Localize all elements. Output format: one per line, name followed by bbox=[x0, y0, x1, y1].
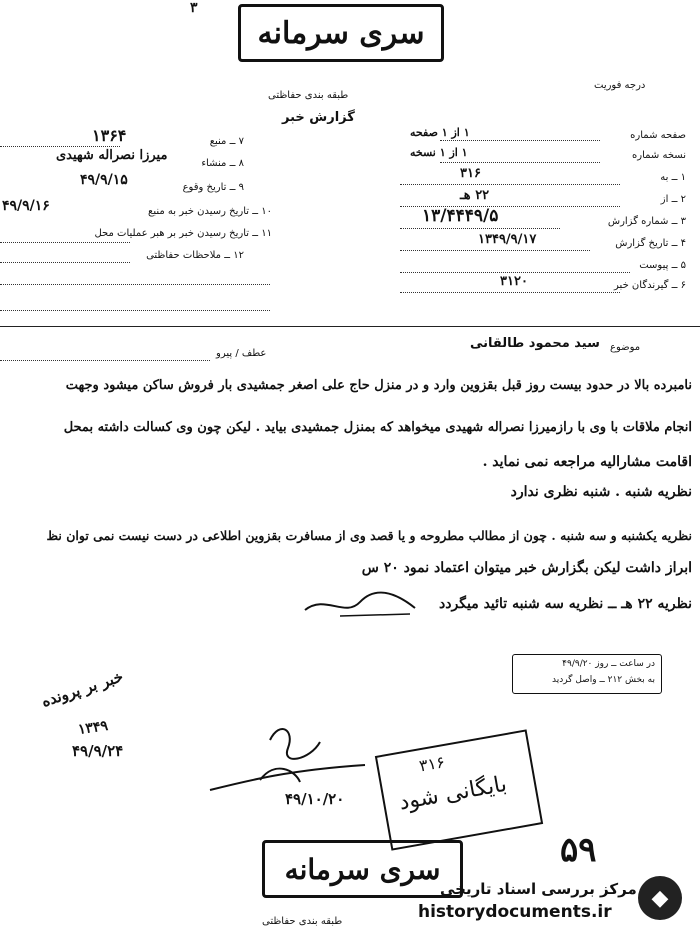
dotted-line bbox=[0, 242, 130, 243]
header-separator bbox=[0, 326, 700, 327]
right-field-block bbox=[360, 122, 696, 292]
body-line-6: ابراز داشت لیکن بگزارش خبر میتوان اعتماد نمود ۲۰ س bbox=[361, 560, 692, 576]
field-received-date-value: ۴۹/۹/۱۶ bbox=[2, 198, 50, 214]
dotted-line bbox=[400, 228, 560, 229]
handwritten-note-2: ۱۳۴۹ bbox=[77, 717, 110, 739]
handwritten-mark: ۵۹ bbox=[560, 830, 597, 870]
archive-stamp-number: ۳۱۶ bbox=[417, 752, 447, 776]
dotted-line bbox=[0, 360, 210, 361]
subject-label: موضوع bbox=[610, 342, 641, 353]
report-title: گزارش خبر bbox=[282, 110, 355, 125]
dotted-line bbox=[0, 262, 130, 263]
handwritten-note-3: ۴۹/۹/۲۴ bbox=[72, 742, 124, 760]
routing-stamp bbox=[512, 654, 662, 694]
field-to-value: ۳۱۶ bbox=[460, 166, 481, 181]
top-classification-stamp bbox=[238, 4, 444, 62]
field-from-label: ۲ ــ از bbox=[660, 194, 686, 205]
handwritten-note-1: خبر بر پرونده bbox=[39, 667, 126, 711]
field-to-label: ۱ ــ به bbox=[660, 172, 686, 183]
dotted-line bbox=[400, 184, 620, 185]
dotted-line bbox=[0, 310, 270, 311]
field-recipients-value: ۳۱۲۰ bbox=[500, 274, 528, 289]
field-origin-label: ۸ ــ منشاء bbox=[201, 158, 244, 169]
body-line-4: نظریه شنبه . شنبه نظری ندارد bbox=[510, 484, 692, 500]
field-ops-date-label: ۱۱ ــ تاریخ رسیدن خبر بر هبر عملیات محل bbox=[94, 228, 272, 239]
field-event-date-label: ۹ ــ تاریخ وقوع bbox=[182, 182, 244, 193]
field-report-date-label: ۴ ــ تاریخ گزارش bbox=[615, 238, 686, 249]
reference-label: عطف / پیرو bbox=[216, 348, 267, 359]
archive-stamp bbox=[375, 729, 543, 850]
body-line-7: نظریه ۲۲ هـ ــ نظریه سه شنبه تائید میگردد bbox=[439, 596, 692, 612]
field-report-date-value: ۱۳۴۹/۹/۱۷ bbox=[478, 232, 537, 247]
routing-stamp-line-1: در ساعت ــ روز ۴۹/۹/۲۰ bbox=[562, 659, 655, 669]
priority-label: درجه فوریت bbox=[594, 80, 646, 91]
body-line-2: انجام ملاقات با وی با رازمیرزا نصراله شهیدی میخواهد که بمنزل جمشیدی بیاید . لیکن چون وی کسالت داشته بمحل bbox=[63, 420, 692, 435]
dotted-line bbox=[400, 292, 620, 293]
field-copy-label: نسخه شماره bbox=[632, 150, 686, 161]
field-copy-value: ۱ از ۱ نسخه bbox=[410, 146, 468, 159]
dotted-line bbox=[0, 146, 120, 147]
center-date: ۴۹/۱۰/۲۰ bbox=[285, 790, 345, 808]
field-origin-value: میرزا نصراله شهیدی bbox=[56, 148, 168, 163]
field-recipients-label: ۶ ــ گیرندگان خبر bbox=[614, 280, 686, 291]
bottom-classification-stamp bbox=[262, 840, 463, 898]
archive-stamp-text: بایگانی شود bbox=[397, 771, 509, 816]
subject-value: سید محمود طالقانی bbox=[470, 336, 600, 351]
bottom-classification-label: طبقه بندی حفاظتی bbox=[262, 916, 343, 927]
body-line-1: نامبرده بالا در حدود بیست روز قبل بقزوین وارد و در منزل حاج علی اصغر جمشیدی بار فروش ساکن میشود وجهت bbox=[65, 378, 692, 393]
dotted-line bbox=[0, 284, 270, 285]
dotted-line bbox=[400, 206, 620, 207]
field-page-value: ۱ از ۱ صفحه bbox=[410, 126, 470, 139]
body-line-3: اقامت مشارالیه مراجعه نمی نماید . bbox=[482, 454, 692, 470]
dotted-line bbox=[440, 140, 600, 141]
field-report-number-value: ۱۳/۴۴۴۹/۵ bbox=[422, 206, 499, 226]
routing-stamp-line-2: به بخش ۲۱۲ ــ واصل گردید bbox=[551, 675, 655, 685]
field-received-date-label: ۱۰ ــ تاریخ رسیدن خبر به منبع bbox=[148, 206, 272, 217]
field-report-number-label: ۳ ــ شماره گزارش bbox=[607, 216, 686, 227]
field-source-value: ۱۳۶۴ bbox=[92, 126, 127, 145]
field-notes-label: ۱۲ ــ ملاحظات حفاظتی bbox=[146, 250, 244, 261]
bottom-stamp-text: سری سرمانه bbox=[284, 852, 441, 886]
top-mark: ٣ bbox=[190, 0, 198, 16]
field-from-value: ۲۲ هـ bbox=[460, 188, 490, 203]
brand-logo-icon: ◆ bbox=[638, 876, 682, 920]
dotted-line bbox=[440, 162, 600, 163]
brand-name: مرکز بررسی اسناد تاریخی bbox=[440, 880, 637, 898]
field-event-date-value: ۴۹/۹/۱۵ bbox=[80, 172, 128, 188]
dotted-line bbox=[400, 272, 630, 273]
dotted-line bbox=[400, 250, 590, 251]
top-stamp-text: سری سرمانه bbox=[257, 15, 425, 51]
field-page-label: صفحه شماره bbox=[630, 130, 686, 141]
signature-scribble bbox=[300, 588, 420, 622]
brand-url: historydocuments.ir bbox=[418, 902, 612, 922]
field-source-label: ۷ ــ منبع bbox=[209, 136, 244, 147]
classification-label: طبقه بندی حفاظتی bbox=[268, 90, 349, 101]
center-signature bbox=[200, 720, 370, 800]
field-attachment-label: ۵ ــ پیوست bbox=[639, 260, 686, 271]
body-line-5: نظریه یکشنبه و سه شنبه . چون از مطالب مطروحه و یا قصد وی از مسافرت بقزوین اطلاعی در دست نیست نمی توان نظ bbox=[46, 528, 692, 543]
